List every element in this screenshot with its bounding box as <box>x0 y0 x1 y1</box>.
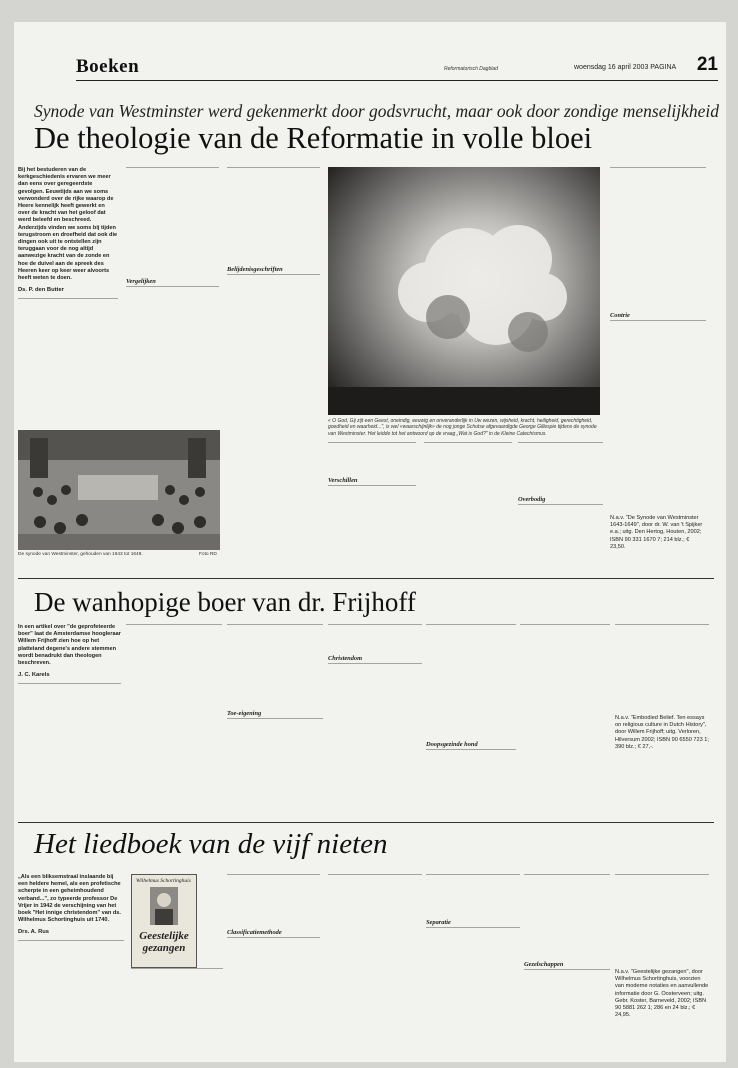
article2-subhead: Christendom <box>328 655 363 662</box>
article1-col5 <box>424 442 512 553</box>
article3-col2 <box>131 968 223 1005</box>
article2-body-text <box>227 718 323 814</box>
article1-subhead: Vergelijken <box>126 278 156 285</box>
article2-body-text <box>426 749 516 808</box>
article2-body-text <box>18 683 121 782</box>
article3-lede: „Als een bliksemstraal inslaande bij een heldere hemel, als een profetische scherpte in een geheimhoudend verband...", zo typeerde professor De Vrijer in 1942 de verschijning van het boek "Het innige christendom" van ds. Wilhelmus Schortinghuis uit 1740. <box>18 874 121 924</box>
article3-body-text <box>328 874 422 1005</box>
article1-body-text <box>610 320 706 511</box>
article2-body-text <box>328 663 422 814</box>
issue-date: woensdag 16 april 2003 PAGINA <box>574 64 677 71</box>
article3-body-text <box>615 874 709 967</box>
cloud-photo <box>328 167 600 415</box>
article2-col3 <box>227 624 323 814</box>
newspaper-page <box>14 22 726 1062</box>
article1-body-text <box>424 442 512 553</box>
article3-subhead: Separatie <box>426 919 451 926</box>
book-cover-title: Geestelijke gezangen <box>139 930 189 954</box>
article1-body-text <box>126 167 219 278</box>
article1-author: Ds. P. den Butter <box>18 287 64 294</box>
article1-pretitle: Synode van Westminster werd gekenmerkt door godsvrucht, maar ook door zondige menselijkheid <box>34 101 719 121</box>
article1-body-text <box>518 442 603 496</box>
cloud-photo-caption: « O God, Gij zijt een Geest, oneindig, eeuwig en onveranderlijk in Uw wezen, wijsheid, kracht, heiligheid, gerechtigheid, goedheid en waarheid...", is wel «waarschijnlijk» de nog jonge Schotse afgevaardigde George Gillespie tijdens de synode van Westminster. Het leidde tot het antwoord op de vraag „Wat is God?" in de Kleine Catechismus. <box>328 418 597 437</box>
article2-body-text <box>615 624 709 711</box>
article3-col6 <box>524 874 610 1003</box>
article2-body-text <box>227 624 323 710</box>
article3-title: Het liedboek van de vijf nieten <box>34 828 388 860</box>
article1-subhead: Contrie <box>610 312 630 319</box>
article1-subhead: Overbodig <box>518 496 546 503</box>
article3-author: Drs. A. Rus <box>18 929 50 936</box>
article-divider <box>18 822 714 823</box>
article2-body-text <box>426 624 516 741</box>
article2-book-info: N.a.v. "Embodied Belief. Ten essays on religious culture in Dutch History", door Willem Frijhoff; uitg. Verloren, Hilversum 2002; ISBN 90 6550 723 1; 390 blz.; € 27,-. <box>615 715 709 750</box>
article1-book-info: N.a.v. "De Synode van Westminster 1643-1649", door dr. W. van 't Spijker e.a.; uitg. Den Hertog, Houten, 2002; ISBN 90 331 1670 7; 214 blz.; € 23,50. <box>610 515 703 550</box>
article1-col4 <box>328 442 416 550</box>
portrait-icon <box>150 887 178 925</box>
engraving-caption: De synode van Westminster, gehouden van 1643 tot 1648. <box>18 552 143 557</box>
article1-body-text <box>18 298 118 426</box>
article2-subhead: Doopsgezinde hond <box>426 741 478 748</box>
article3-body-text <box>524 969 610 1003</box>
page-number: 21 <box>696 54 718 75</box>
engraving-credit: Foto RD <box>199 552 217 557</box>
article2-col7 <box>615 624 709 751</box>
article3-body-text <box>426 927 520 1002</box>
article2-lede: In een artikel over "de geprofeteerde boer" laat de Amsterdamse hoogleraar Willem Frijhoff zien hoe op het platteland degene's andere stemmen wordt benadrukt dan theologen beschreven. <box>18 624 121 667</box>
article3-col4 <box>328 874 422 1005</box>
article3-subhead: Gezelschappen <box>524 961 564 968</box>
article2-col6 <box>520 624 610 815</box>
article3-body-text <box>227 874 320 929</box>
article3-body-text <box>524 874 610 961</box>
article1-subhead: Belijdenisgeschriften <box>227 266 283 273</box>
article3-body-text <box>426 874 520 919</box>
article-divider <box>18 578 714 579</box>
article1-title: De theologie van de Reformatie in volle bloei <box>34 121 593 155</box>
article3-body-text <box>131 968 223 1005</box>
article1-col1 <box>18 167 118 426</box>
article2-col5 <box>426 624 516 808</box>
newspaper-name: Reformatorisch Dagblad <box>444 66 498 72</box>
article3-col1 <box>18 874 124 1019</box>
article1-col7 <box>610 167 706 551</box>
article1-body-text <box>328 442 416 477</box>
section-title: Boeken <box>76 56 140 77</box>
book-cover-author: Wilhelmus Schortinghuis <box>136 878 191 884</box>
article3-col7 <box>615 874 709 1019</box>
article2-subhead: Toe-eigening <box>227 710 262 717</box>
article3-col5 <box>426 874 520 1002</box>
article2-col4 <box>328 624 422 814</box>
synod-engraving-image <box>18 430 220 550</box>
article2-body-text <box>520 624 610 815</box>
article2-body-text <box>328 624 422 655</box>
article2-body-text <box>126 624 222 815</box>
article1-lede: Bij het bestuderen van de kerkgeschiedenis ervaren we meer dan eens over geregeerdste gevolgen. Eeuwtijds aan we soms verwonderd over de rijke waarop de Heere kennelijk heeft gewerkt en over de kracht van het geloof dat werd beleefd en beschreed. Anderzijds vinden we soms bij tijden terugstroom en droefheid dat ook die dingen ook uit te ontstellen zijn teruggaan voor de nog altijd aanwezige kracht van de zonde en hoe de duivel aan de spreek des Heeren keer op keer weer alvoorts heeft weten te doen. <box>18 167 118 282</box>
article3-body-text <box>227 937 320 1002</box>
article1-col6 <box>518 442 603 554</box>
article3-subhead: Classificatiemethode <box>227 929 282 936</box>
article3-col3 <box>227 874 320 1002</box>
article2-author: J. C. Karels <box>18 672 50 679</box>
article1-col3 <box>227 167 320 558</box>
article3-book-info: N.a.v. "Geestelijke gezangen", door Wilhelmus Schortinghuis, voorzien van moderne notaties en aanvullende informatie door G. Oosterveen; uitg. Gebr. Koster, Barneveld, 2002; ISBN 90 5881 262 1; 286 en 24 blz.; € 24,95. <box>615 969 709 1019</box>
article2-col2 <box>126 624 222 815</box>
article2-col1 <box>18 624 121 782</box>
article3-body-text <box>18 940 124 1019</box>
article1-col2 <box>126 167 219 416</box>
book-cover-image <box>131 874 197 968</box>
article1-body-text <box>227 274 320 558</box>
article1-body-text <box>610 167 706 312</box>
article1-body-text <box>126 286 219 416</box>
article1-body-text <box>518 504 603 554</box>
page-header <box>76 56 718 81</box>
article1-body-text <box>328 485 416 550</box>
article1-subhead: Verschillen <box>328 477 358 484</box>
article1-body-text <box>227 167 320 266</box>
article2-title: De wanhopige boer van dr. Frijhoff <box>34 587 416 617</box>
